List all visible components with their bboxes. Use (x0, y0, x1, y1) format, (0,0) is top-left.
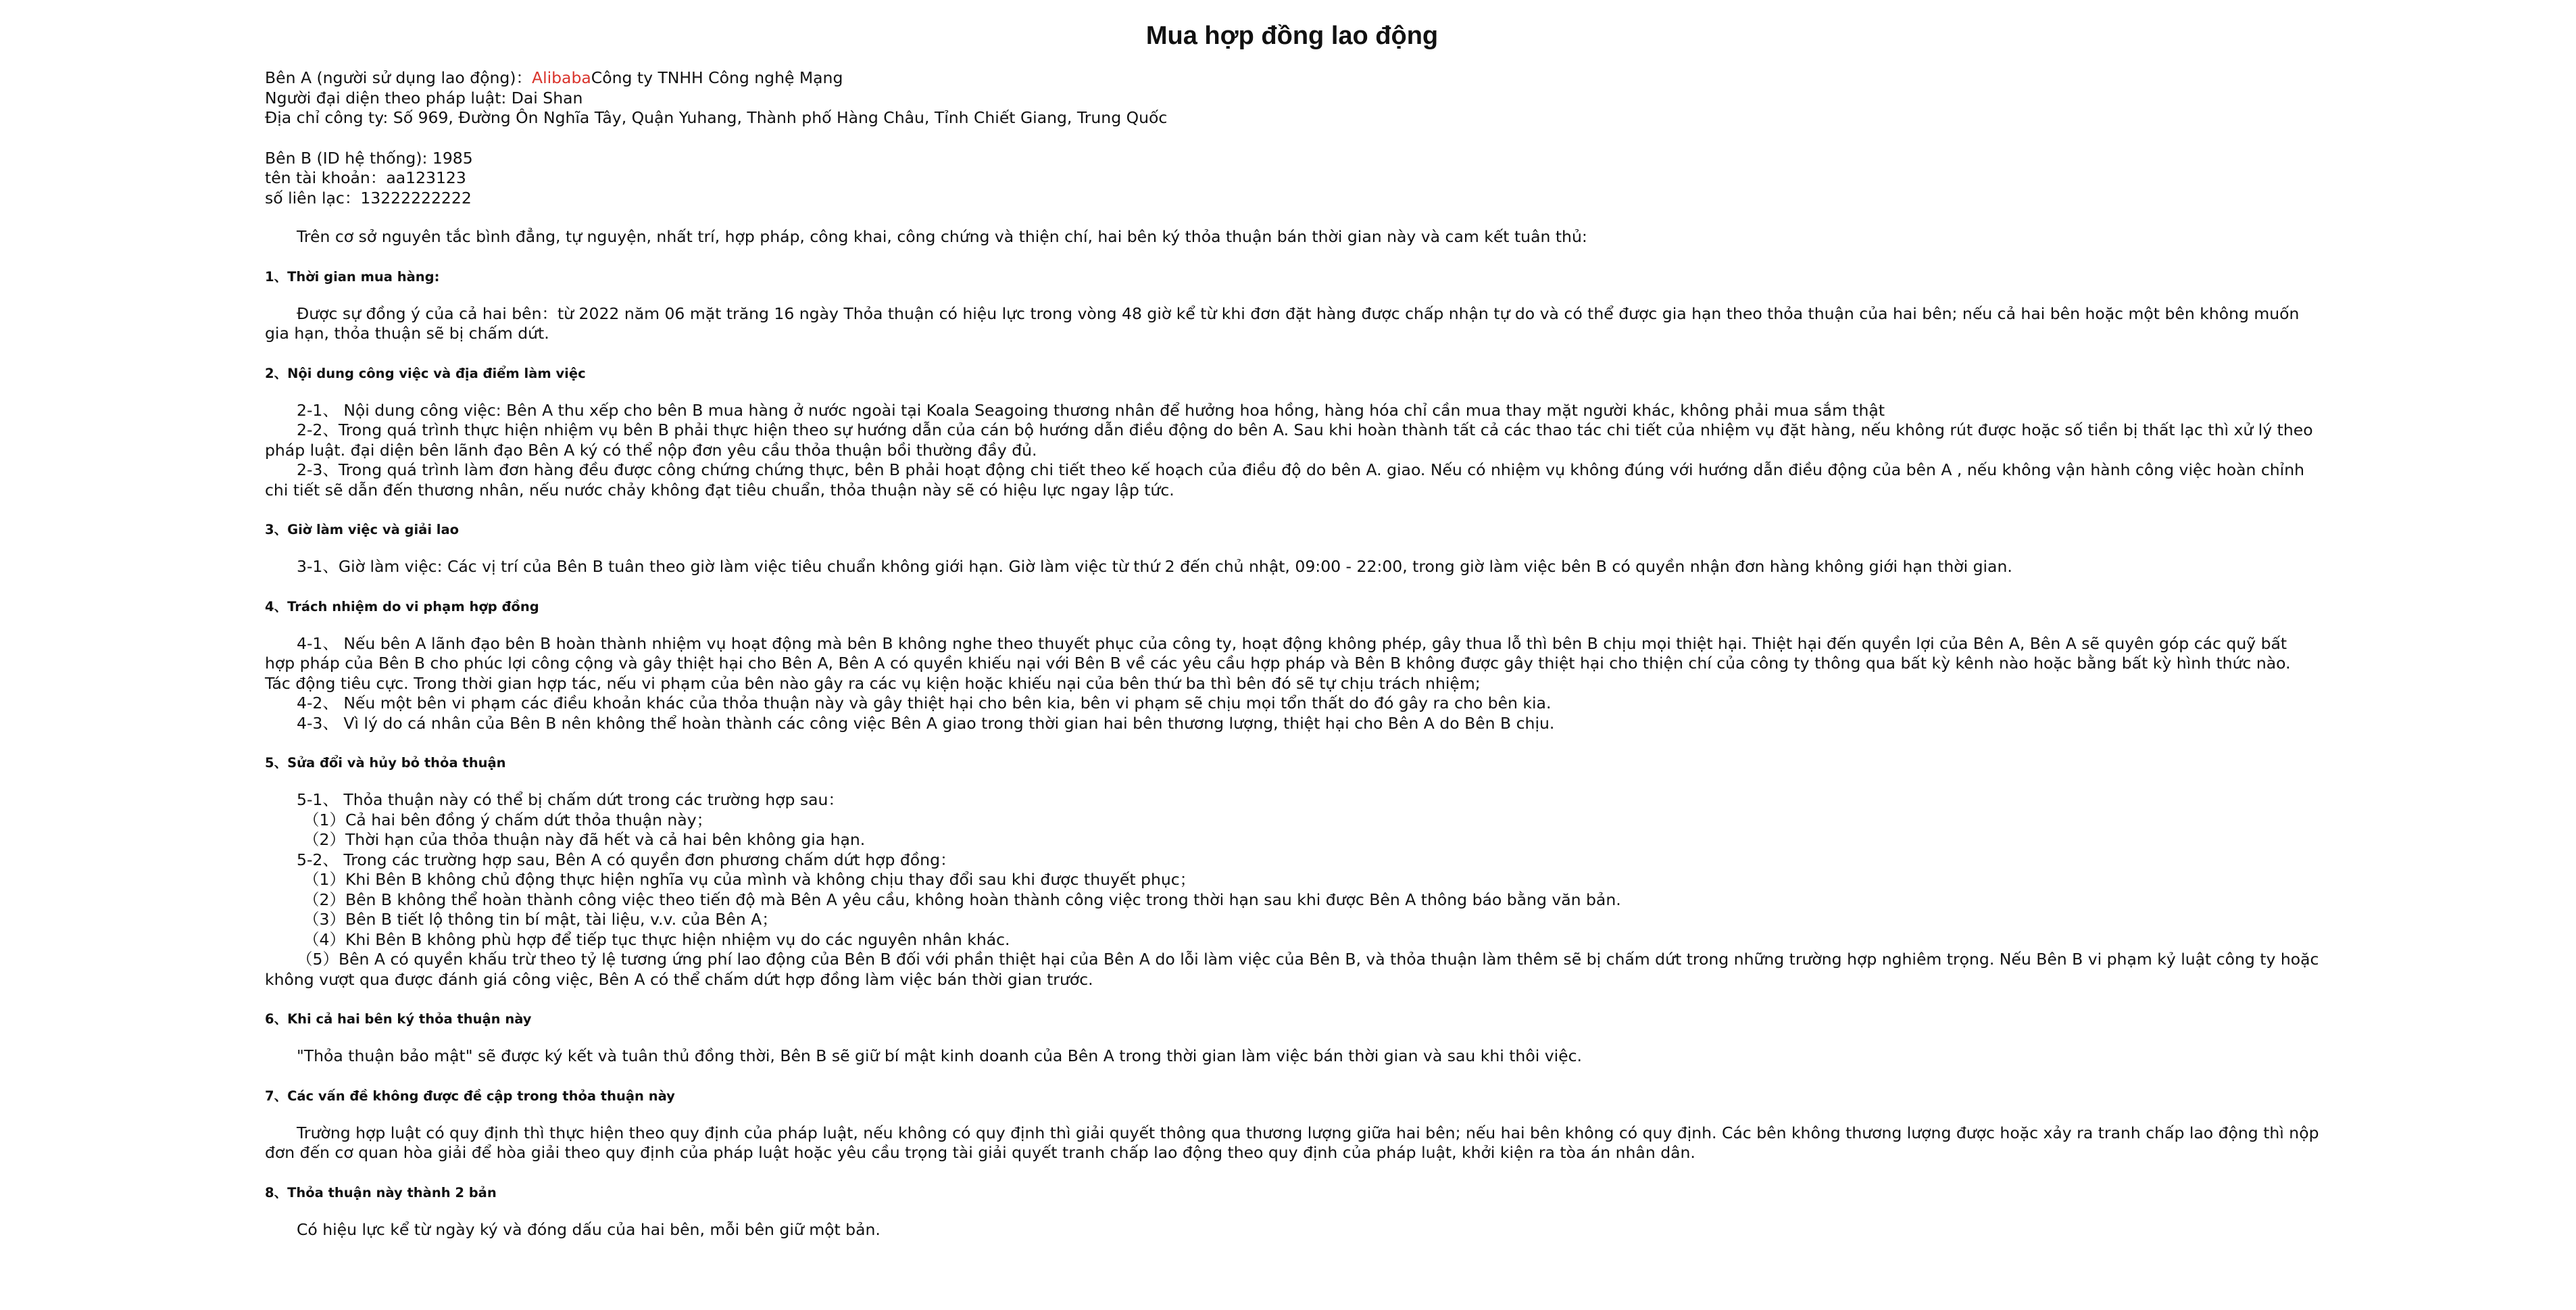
section-heading: 7、Các vấn đề không được đề cập trong thỏa thuận này (265, 1088, 675, 1104)
clause-line: （5）Bên A có quyền khấu trừ theo tỷ lệ tương ứng phí lao động của Bên B đối với phần thiệt hại của Bên A do lỗi làm việc của Bên B, và thỏa thuận làm thêm sẽ bị chấm dứt trong những trường hợp nghiêm trọng. Nếu Bên B vi phạm kỷ luật công ty hoặc không vượt qua được đánh giá công việc, Bên A có thể chấm dứt hợp đồng làm việc bán thời gian trước. (265, 950, 2319, 989)
clause-line: 2-2、Trong quá trình thực hiện nhiệm vụ bên B phải thực hiện theo sự hướng dẫn của cán bộ hướng dẫn điều động do bên A. Sau khi hoàn thành tất cả các thao tác chi tiết của nhiệm vụ đặt hàng, nếu không rút được hoặc số tiền bị thất lạc thì xử lý theo pháp luật. đại diện bên lãnh đạo Bên A ký có thể nộp đơn yêu cầu thỏa thuận bồi thường đầy đủ. (265, 420, 2313, 460)
section-body (265, 304, 2319, 344)
clause-line: 3-1、Giờ làm việc: Các vị trí của Bên B tuân theo giờ làm việc tiêu chuẩn không giới hạn. Giờ làm việc từ thứ 2 đến chủ nhật, 09:00 - 22:00, trong giờ làm việc bên B có quyền nhận đơn hàng không giới hạn thời gian. (297, 557, 2012, 576)
clause-line: （1）Khi Bên B không chủ động thực hiện nghĩa vụ của mình và không chịu thay đổi sau khi được thuyết phục； (303, 870, 1196, 889)
section-heading: 6、Khi cả hai bên ký thỏa thuận này (265, 1011, 532, 1027)
clause-line: 2-1、 Nội dung công việc: Bên A thu xếp cho bên B mua hàng ở nước ngoài tại Koala Seagoing thương nhân để hưởng hoa hồng, hàng hóa chỉ cần mua thay mặt người khác, không phải mua sắm thật (297, 400, 1885, 420)
clause-line: （1）Cả hai bên đồng ý chấm dứt thỏa thuận này； (303, 810, 713, 829)
clause-line: Được sự đồng ý của cả hai bên：từ 2022 năm 06 mặt trăng 16 ngày Thỏa thuận có hiệu lực trong vòng 48 giờ kể từ khi đơn đặt hàng được chấp nhận tự do và có thể được gia hạn theo thỏa thuận của hai bên; nếu cả hai bên hoặc một bên không muốn gia hạn, thỏa thuận sẽ bị chấm dứt. (265, 304, 2300, 343)
section-body (265, 401, 2319, 501)
clause-line: 5-2、 Trong các trường hợp sau, Bên A có quyền đơn phương chấm dứt hợp đồng： (297, 850, 956, 869)
party-a-block (265, 68, 2319, 128)
clause-line: Có hiệu lực kể từ ngày ký và đóng dấu của hai bên, mỗi bên giữ một bản. (297, 1219, 881, 1239)
clause-line: 5-1、 Thỏa thuận này có thể bị chấm dứt trong các trường hợp sau： (297, 790, 844, 809)
section-4 (265, 598, 2319, 734)
clause-line: 4-3、 Vì lý do cá nhân của Bên B nên không thể hoàn thành các công việc Bên A giao trong thời gian hai bên thương lượng, thiệt hại cho Bên A do Bên B chịu. (297, 713, 1555, 733)
section-body (265, 557, 2319, 577)
section-body (265, 1046, 2319, 1067)
section-5 (265, 754, 2319, 990)
section-heading: 3、Giờ làm việc và giải lao (265, 522, 460, 537)
party-b-phone: số liên lạc：13222222222 (265, 188, 472, 208)
contract-page (265, 0, 2319, 1240)
clause-line: （2）Bên B không thể hoàn thành công việc theo tiến độ mà Bên A yêu cầu, không hoàn thành công việc trong thời hạn sau khi được Bên A thông báo bằng văn bản. (303, 890, 1621, 909)
party-b-account: tên tài khoản：aa123123 (265, 168, 466, 187)
section-body (265, 634, 2319, 734)
clause-line: 4-1、 Nếu bên A lãnh đạo bên B hoàn thành nhiệm vụ hoạt động mà bên B không nghe theo thuyết phục của công ty, hoạt động không phép, gây thua lỗ thì bên B chịu mọi thiệt hại. Thiệt hại đến quyền lợi của Bên A, Bên A sẽ quyên góp các quỹ bất hợp pháp của Bên B cho phúc lợi công cộng và gây thiệt hại cho Bên A, Bên A có quyền khiếu nại với Bên B về các yêu cầu hợp pháp và Bên B không được gây thiệt hại cho thiện chí của công ty thông qua bất kỳ kênh nào hoặc bằng bất kỳ hình thức nào. Tác động tiêu cực. Trong thời gian hợp tác, nếu vi phạm của bên nào gây ra các vụ kiện hoặc khiếu nại của bên thứ ba thì bên đó sẽ tự chịu trách nhiệm; (265, 633, 2291, 693)
party-b-block (265, 149, 2319, 209)
section-body (265, 1123, 2319, 1163)
party-a-address: Địa chỉ công ty: Số 969, Đường Ôn Nghĩa Tây, Quận Yuhang, Thành phố Hàng Châu, Tỉnh Chiết Giang, Trung Quốc (265, 108, 1168, 127)
clause-line: Trường hợp luật có quy định thì thực hiện theo quy định của pháp luật, nếu không có quy định thì giải quyết thông qua thương lượng giữa hai bên; nếu hai bên không có quy định. Các bên không thương lượng được hoặc xảy ra tranh chấp lao động thì nộp đơn đến cơ quan hòa giải để hòa giải theo quy định của pháp luật hoặc yêu cầu trọng tài giải quyết tranh chấp lao động theo quy định của pháp luật, khởi kiện ra tòa án nhân dân. (265, 1123, 2319, 1162)
party-a-company: Công ty TNHH Công nghệ Mạng (591, 68, 843, 87)
clause-line: （3）Bên B tiết lộ thông tin bí mật, tài liệu, v.v. của Bên A； (303, 910, 778, 929)
party-a-line (265, 68, 2319, 89)
section-7 (265, 1087, 2319, 1163)
party-b-system-id: Bên B (ID hệ thống): 1985 (265, 148, 473, 168)
clause-line: "Thỏa thuận bảo mật" sẽ được ký kết và tuân thủ đồng thời, Bên B sẽ giữ bí mật kinh doanh của Bên A trong thời gian làm việc bán thời gian và sau khi thôi việc. (297, 1046, 1582, 1065)
party-a-label: Bên A (người sử dụng lao động)： (265, 68, 532, 87)
party-a-representative: Người đại diện theo pháp luật: Dai Shan (265, 88, 583, 107)
section-body (265, 1220, 2319, 1240)
section-6 (265, 1010, 2319, 1067)
section-3 (265, 520, 2319, 577)
section-heading: 4、Trách nhiệm do vi phạm hợp đồng (265, 598, 539, 614)
section-body (265, 790, 2319, 990)
clause-line: 4-2、 Nếu một bên vi phạm các điều khoản khác của thỏa thuận này và gây thiệt hại cho bên kia, bên vi phạm sẽ chịu mọi tổn thất do đó gây ra cho bên kia. (297, 694, 1552, 712)
section-8 (265, 1184, 2319, 1240)
section-1 (265, 268, 2319, 344)
section-heading: 1、Thời gian mua hàng: (265, 268, 440, 285)
clause-line: （2）Thời hạn của thỏa thuận này đã hết và cả hai bên không gia hạn. (303, 830, 866, 849)
clause-line: （4）Khi Bên B không phù hợp để tiếp tục thực hiện nhiệm vụ do các nguyên nhân khác. (303, 929, 1010, 949)
intro-paragraph: Trên cơ sở nguyên tắc bình đẳng, tự nguyện, nhất trí, hợp pháp, công khai, công chứng và thiện chí, hai bên ký thỏa thuận bán thời gian này và cam kết tuân thủ: (297, 227, 1587, 246)
document-title: Mua hợp đồng lao động (1145, 22, 1439, 50)
party-a-brand: Alibaba (532, 68, 591, 87)
section-heading: 8、Thỏa thuận này thành 2 bản (265, 1184, 497, 1200)
section-2 (265, 364, 2319, 501)
clause-line: 2-3、Trong quá trình làm đơn hàng đều được công chứng chứng thực, bên B phải hoạt động chi tiết theo kế hoạch của điều độ do bên A. giao. Nếu có nhiệm vụ không đúng với hướng dẫn điều động của bên A , nếu không vận hành công việc hoàn chỉnh chi tiết sẽ dẫn đến thương nhân, nếu nước chảy không đạt tiêu chuẩn, thỏa thuận này sẽ có hiệu lực ngay lập tức. (265, 460, 2304, 500)
section-heading: 5、Sửa đổi và hủy bỏ thỏa thuận (265, 755, 506, 771)
contract-sections (265, 268, 2319, 1240)
section-heading: 2、Nội dung công việc và địa điểm làm việc (265, 365, 586, 381)
